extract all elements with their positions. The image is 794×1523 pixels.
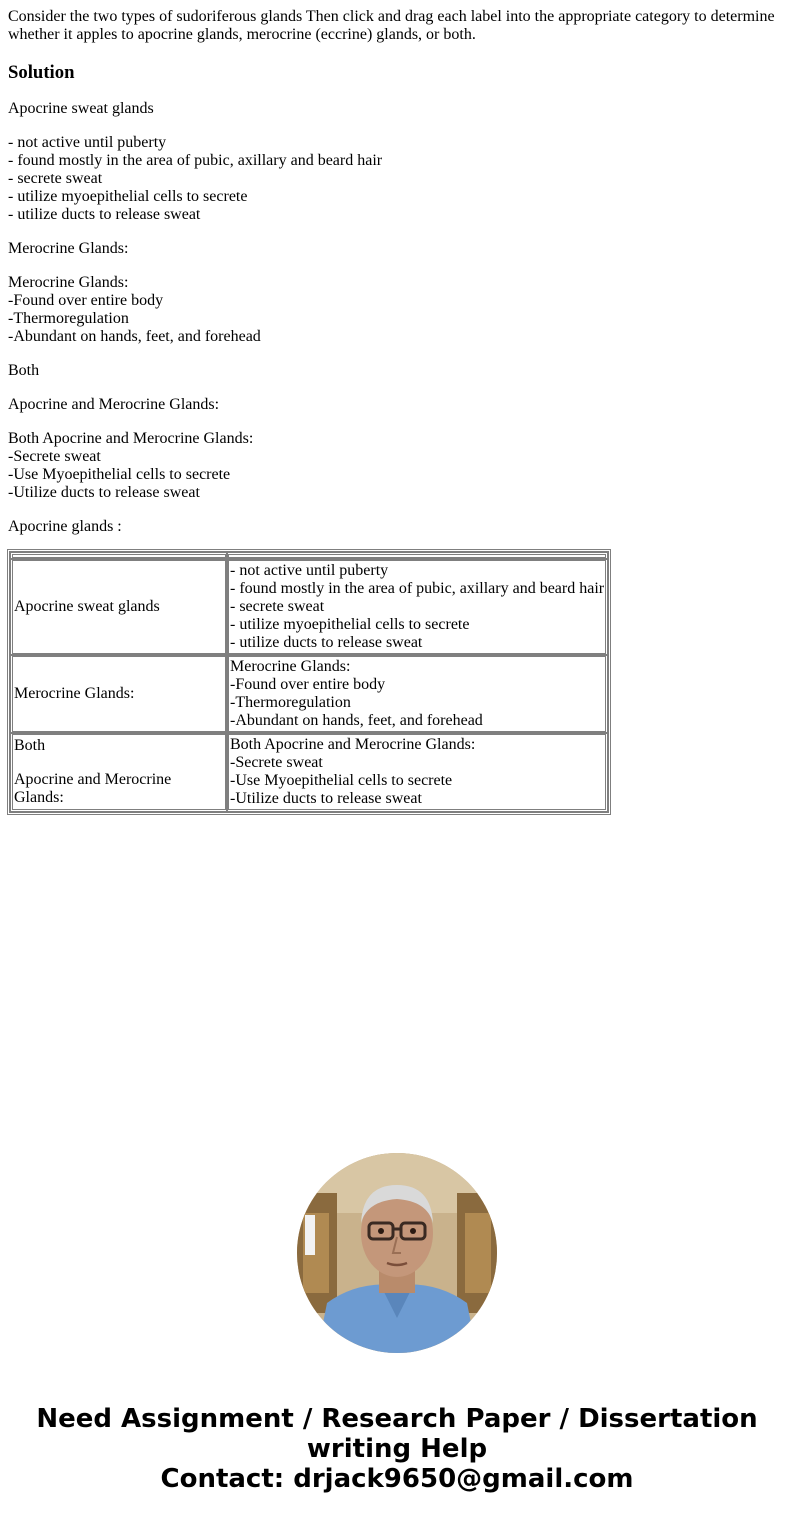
- description-line: - utilize myoepithelial cells to secrete: [230, 616, 470, 633]
- apocrine-title: Apocrine sweat glands: [8, 100, 154, 117]
- description-line: -Use Myoepithelial cells to secrete: [230, 772, 453, 789]
- question-text: Consider the two types of sudoriferous glands Then click and drag each label into the appropriate category to determine whether it apples to apocrine glands, merocrine (eccrine) glands, or both.: [8, 8, 775, 43]
- merocrine-line: -Found over entire body: [8, 292, 164, 309]
- banner-line: Need Assignment / Research Paper / Dissertation: [36, 1404, 758, 1434]
- table-spacer-cell: [228, 554, 606, 558]
- both-line: Both Apocrine and Merocrine Glands:: [8, 430, 254, 447]
- category-label: Merocrine Glands:: [14, 685, 135, 702]
- apocrine-line: - utilize ducts to release sweat: [8, 206, 201, 223]
- both-title: Both: [8, 362, 40, 379]
- apocrine-line: - found mostly in the area of pubic, axillary and beard hair: [8, 152, 383, 169]
- description-line: -Thermoregulation: [230, 694, 351, 711]
- description-line: - not active until puberty: [230, 562, 389, 579]
- apocrine-glands-label: Apocrine glands :: [8, 518, 122, 535]
- both-subtitle: Apocrine and Merocrine Glands:: [8, 396, 220, 413]
- author-avatar: [297, 1153, 497, 1353]
- table-row: [12, 656, 606, 732]
- category-label: Both: [14, 737, 46, 754]
- author-portrait-image: [297, 1153, 497, 1353]
- table-cell-category: [12, 734, 226, 810]
- description-line: - found mostly in the area of pubic, axillary and beard hair: [230, 580, 605, 597]
- summary-table: [9, 551, 609, 813]
- table-row: [12, 734, 606, 810]
- apocrine-line: - secrete sweat: [8, 170, 103, 187]
- description-line: -Secrete sweat: [230, 754, 323, 771]
- both-list: [8, 430, 786, 502]
- description-line: Merocrine Glands:: [230, 658, 351, 675]
- table-spacer-cell: [12, 554, 226, 558]
- merocrine-line: -Abundant on hands, feet, and forehead: [8, 328, 261, 345]
- table-cell-description: [228, 734, 606, 810]
- both-line: -Secrete sweat: [8, 448, 101, 465]
- category-label: Apocrine and Merocrine Glands:: [14, 771, 172, 806]
- table-cell-category: [12, 656, 226, 732]
- apocrine-line: - utilize myoepithelial cells to secrete: [8, 188, 248, 205]
- solution-heading: Solution: [8, 62, 75, 83]
- merocrine-line: -Thermoregulation: [8, 310, 129, 327]
- apocrine-list: [8, 134, 786, 224]
- merocrine-title: Merocrine Glands:: [8, 240, 129, 257]
- table-cell-description: [228, 656, 606, 732]
- category-label: Apocrine sweat glands: [14, 598, 160, 615]
- description-line: - secrete sweat: [230, 598, 325, 615]
- table-cell-description: [228, 560, 606, 654]
- description-line: -Utilize ducts to release sweat: [230, 790, 422, 807]
- banner-line: writing Help: [306, 1434, 488, 1464]
- description-line: -Found over entire body: [230, 676, 386, 693]
- merocrine-list: [8, 274, 786, 346]
- description-line: - utilize ducts to release sweat: [230, 634, 423, 651]
- description-line: -Abundant on hands, feet, and forehead: [230, 712, 483, 729]
- description-line: Both Apocrine and Merocrine Glands:: [230, 736, 476, 753]
- apocrine-line: - not active until puberty: [8, 134, 167, 151]
- both-line: -Use Myoepithelial cells to secrete: [8, 466, 231, 483]
- banner-contact-line: Contact: drjack9650@gmail.com: [160, 1464, 634, 1494]
- table-cell-category: [12, 560, 226, 654]
- merocrine-line: Merocrine Glands:: [8, 274, 129, 291]
- table-row: [12, 560, 606, 654]
- table-spacer-row: [12, 554, 606, 558]
- contact-banner: [0, 1404, 794, 1494]
- both-line: -Utilize ducts to release sweat: [8, 484, 200, 501]
